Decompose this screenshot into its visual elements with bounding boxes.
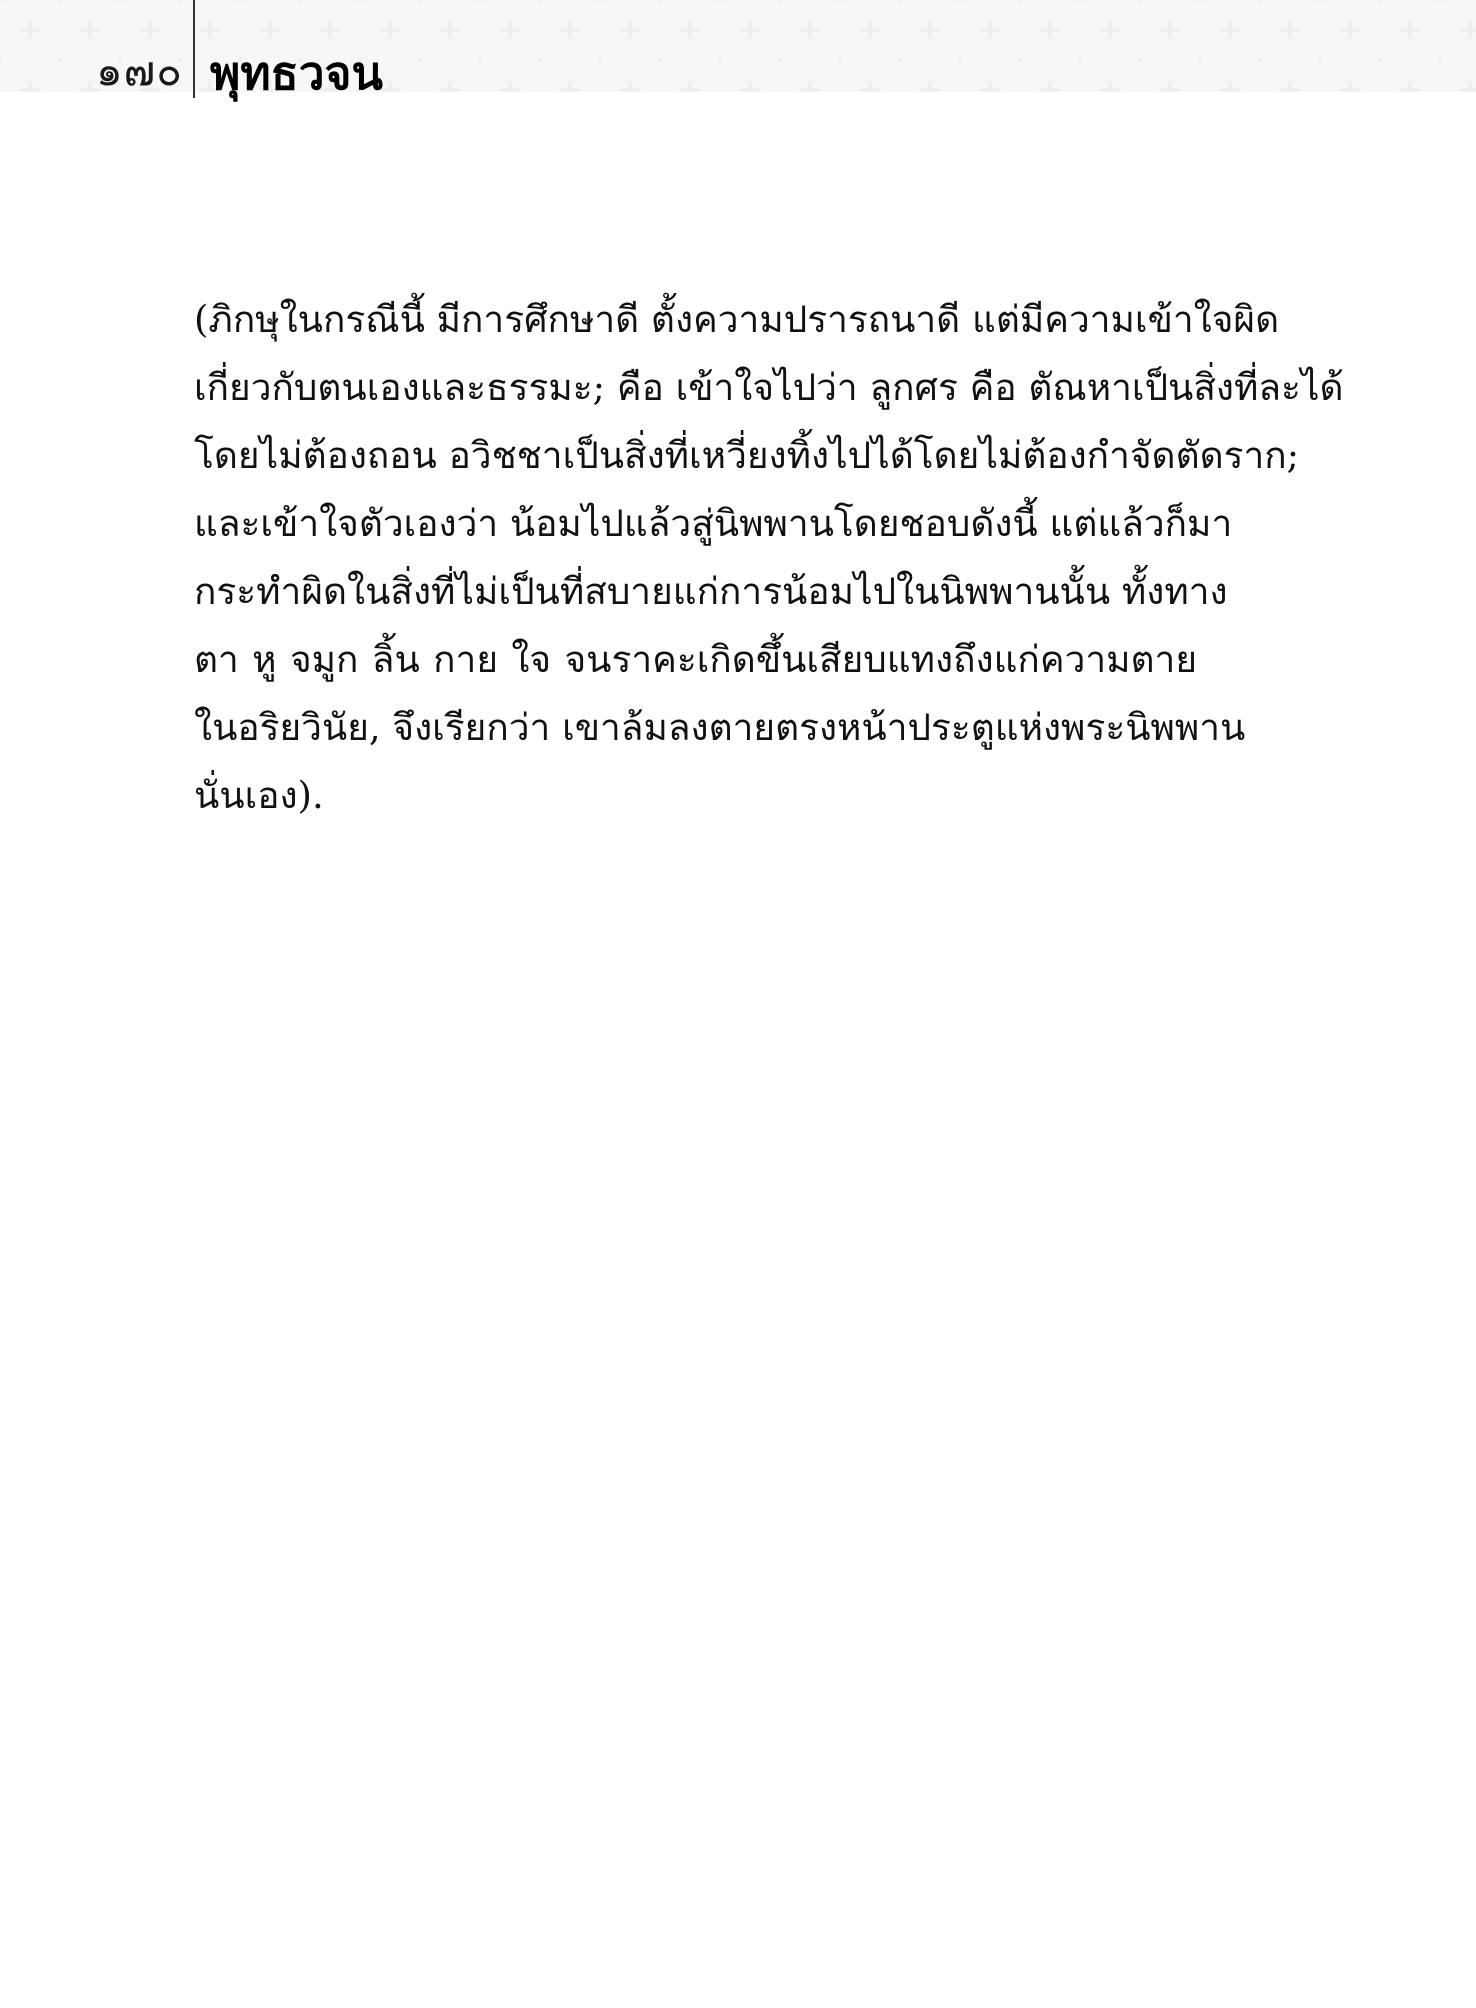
paragraph-line: และเข้าใจตัวเองว่า น้อมไปแล้วสู่นิพพานโดยชอบดังนี้ แต่แล้วก็มา [194,502,1233,545]
paragraph-line: (ภิกษุในกรณีนี้ มีการศึกษาดี ตั้งความปรารถนาดี แต่มีความเข้าใจผิด [194,298,1280,341]
paragraph-line: โดยไม่ต้องถอน อวิชชาเป็นสิ่งที่เหวี่ยงทิ้งไปได้โดยไม่ต้องกำจัดตัดราก; [194,434,1300,477]
running-title: พุทธวจน [210,46,383,100]
page-number: ๑๗๐ [96,46,183,95]
body-paragraph [194,286,1344,830]
paragraph-line: กระทำผิดในสิ่งที่ไม่เป็นที่สบายแก่การน้อมไปในนิพพานนั้น ทั้งทาง [194,570,1228,613]
paragraph-line: ในอริยวินัย, จึงเรียกว่า เขาล้มลงตายตรงหน้าประตูแห่งพระนิพพาน [194,706,1246,749]
paragraph-line: นั่นเอง). [194,774,324,817]
paragraph-line: ตา หู จมูก ลิ้น กาย ใจ จนราคะเกิดขึ้นเสียบแทงถึงแก่ความตาย [194,638,1197,681]
header-divider-line [193,0,195,98]
paragraph-line: เกี่ยวกับตนเองและธรรมะ; คือ เข้าใจไปว่า ลูกศร คือ ตัณหาเป็นสิ่งที่ละได้ [194,366,1344,409]
